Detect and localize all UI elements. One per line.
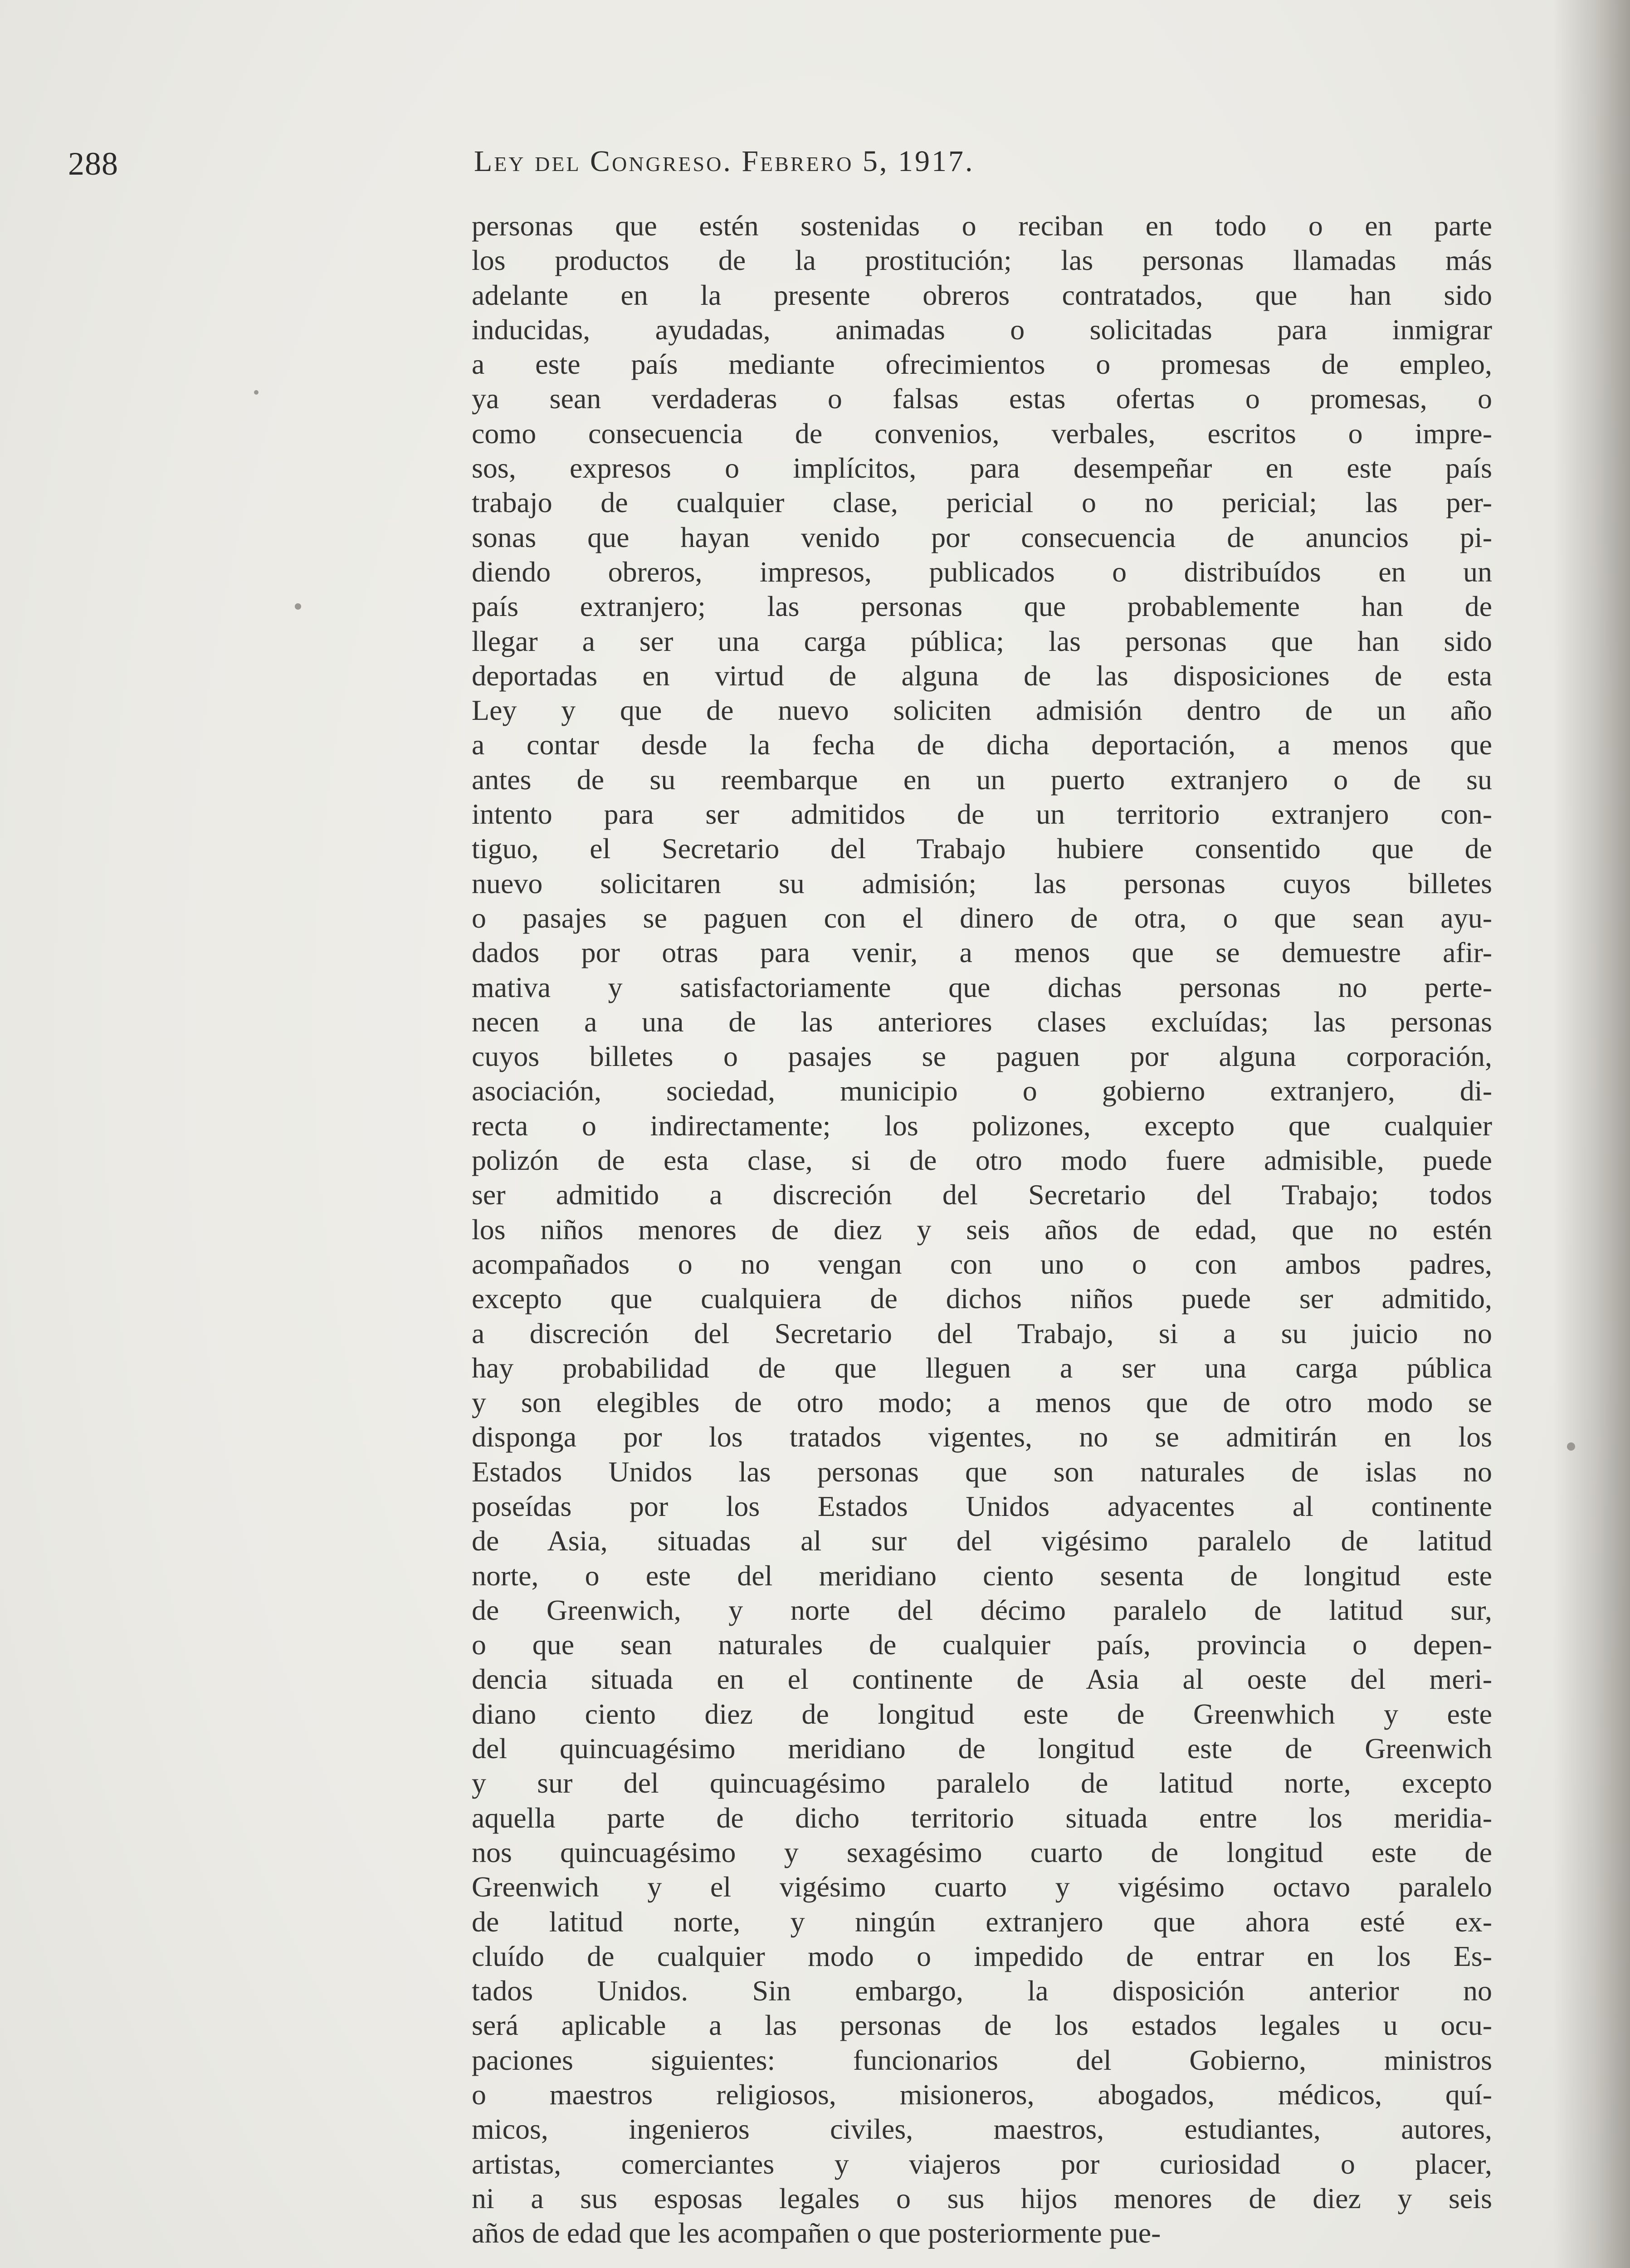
text-line: deportadas en virtud de alguna de las disposiciones de esta [472,659,1492,692]
text-line: recta o indirectamente; los polizones, excepto que cualquier [472,1109,1492,1142]
text-line: cuyos billetes o pasajes se paguen por alguna corporación, [472,1040,1492,1073]
text-line: acompañados o no vengan con uno o con ambos padres, [472,1247,1492,1280]
text-line: norte, o este del meridiano ciento sesenta de longitud este [472,1559,1492,1592]
text-line: cluído de cualquier modo o impedido de entrar en los Es- [472,1940,1492,1972]
text-line: país extranjero; las personas que probablemente han de [472,590,1492,623]
text-line: ni a sus esposas legales o sus hijos menores de diez y seis [472,2182,1492,2214]
text-line: o que sean naturales de cualquier país, provincia o depen- [472,1628,1492,1661]
text-line: ser admitido a discreción del Secretario del Trabajo; todos [472,1178,1492,1211]
text-line: sonas que hayan venido por consecuencia de anuncios pi- [472,521,1492,553]
text-line: micos, ingenieros civiles, maestros, estudiantes, autores, [472,2113,1492,2146]
text-line: o pasajes se paguen con el dinero de otra, o que sean ayu- [472,901,1492,934]
running-head: Ley del Congreso. Febrero 5, 1917. [474,145,975,178]
text-line: nuevo solicitaren su admisión; las personas cuyos billetes [472,867,1492,899]
text-line: años de edad que les acompañen o que posteriormente pue- [472,2217,1161,2249]
text-line: disponga por los tratados vigentes, no se admitirán en los [472,1421,1492,1453]
text-line: los productos de la prostitución; las personas llamadas más [472,244,1492,277]
text-line: mativa y satisfactoriamente que dichas personas no perte- [472,971,1492,1003]
text-line: personas que estén sostenidas o reciban en todo o en parte [472,210,1492,242]
text-line: inducidas, ayudadas, animadas o solicitadas para inmigrar [472,313,1492,346]
text-line: intento para ser admitidos de un territorio extranjero con- [472,798,1492,831]
text-line: hay probabilidad de que lleguen a ser una carga pública [472,1351,1492,1384]
text-line: o maestros religiosos, misioneros, abogados, médicos, quí- [472,2078,1492,2111]
text-line: a contar desde la fecha de dicha deportación, a menos que [472,728,1492,761]
scan-speck [254,390,259,395]
text-line: diendo obreros, impresos, publicados o distribuídos en un [472,555,1492,588]
body-text [472,209,1492,2251]
text-line: Estados Unidos las personas que son naturales de islas no [472,1455,1492,1488]
text-line: a discreción del Secretario del Trabajo, si a su juicio no [472,1317,1492,1349]
text-line: a este país mediante ofrecimientos o promesas de empleo, [472,348,1492,381]
text-line: artistas, comerciantes y viajeros por curiosidad o placer, [472,2147,1492,2180]
text-line: paciones siguientes: funcionarios del Gobierno, ministros [472,2043,1492,2076]
scan-speck [295,603,301,610]
text-line: Ley y que de nuevo soliciten admisión dentro de un año [472,694,1492,727]
text-line: de latitud norte, y ningún extranjero que ahora esté ex- [472,1905,1492,1938]
text-line: como consecuencia de convenios, verbales, escritos o impre- [472,417,1492,450]
text-line: nos quincuagésimo y sexagésimo cuarto de longitud este de [472,1836,1492,1868]
text-line: diano ciento diez de longitud este de Greenwhich y este [472,1697,1492,1730]
page-number: 288 [68,146,118,182]
text-line: de Asia, situadas al sur del vigésimo paralelo de latitud [472,1525,1492,1557]
text-line: polizón de esta clase, si de otro modo fuere admisible, puede [472,1144,1492,1177]
text-line: tiguo, el Secretario del Trabajo hubiere consentido que de [472,832,1492,865]
text-line: dados por otras para venir, a menos que se demuestre afir- [472,936,1492,969]
text-line: de Greenwich, y norte del décimo paralelo de latitud sur, [472,1593,1492,1626]
text-line: y son elegibles de otro modo; a menos que de otro modo se [472,1386,1492,1419]
text-line: sos, expresos o implícitos, para desempeñar en este país [472,452,1492,484]
text-line: será aplicable a las personas de los estados legales u ocu- [472,2009,1492,2042]
text-line: poseídas por los Estados Unidos adyacentes al continente [472,1490,1492,1522]
text-line: adelante en la presente obreros contratados, que han sido [472,279,1492,311]
text-line: Greenwich y el vigésimo cuarto y vigésimo octavo paralelo [472,1871,1492,1903]
text-line: necen a una de las anteriores clases excluídas; las personas [472,1005,1492,1038]
text-line: excepto que cualquiera de dichos niños puede ser admitido, [472,1282,1492,1315]
text-line: antes de su reembarque en un puerto extranjero o de su [472,763,1492,796]
text-line: llegar a ser una carga pública; las personas que han sido [472,625,1492,657]
page-edge-shadow [1553,0,1630,2268]
text-line: dencia situada en el continente de Asia al oeste del meri- [472,1663,1492,1696]
text-line: ya sean verdaderas o falsas estas ofertas o promesas, o [472,382,1492,415]
text-line: tados Unidos. Sin embargo, la disposición anterior no [472,1975,1492,2007]
text-line: asociación, sociedad, municipio o gobierno extranjero, di- [472,1075,1492,1107]
text-line: los niños menores de diez y seis años de edad, que no estén [472,1213,1492,1246]
scan-speck [1567,1442,1575,1451]
text-line: y sur del quincuagésimo paralelo de latitud norte, excepto [472,1767,1492,1799]
text-line: trabajo de cualquier clase, pericial o no pericial; las per- [472,486,1492,519]
text-line: del quincuagésimo meridiano de longitud este de Greenwich [472,1732,1492,1765]
text-line: aquella parte de dicho territorio situada entre los meridia- [472,1801,1492,1834]
